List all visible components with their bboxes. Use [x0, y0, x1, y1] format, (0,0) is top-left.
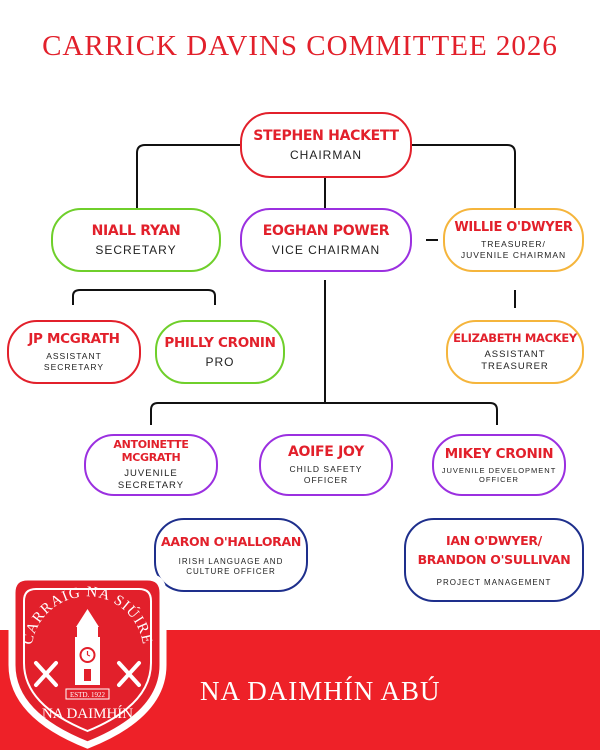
- role-line: SECRETARY: [117, 480, 185, 491]
- member-name: [418, 532, 571, 570]
- node-treasurer: [443, 208, 584, 272]
- node-irish-language: [154, 518, 308, 592]
- member-name: JP MCGRATH: [28, 331, 120, 348]
- node-pro: [155, 320, 285, 384]
- name-line: BRANDON O'SULLIVAN: [417, 552, 571, 567]
- node-juvenile-secretary: [84, 434, 218, 496]
- footer-slogan: NA DAIMHÍN ABÚ: [200, 676, 441, 706]
- crest-top-text: CARRAIG NA SIÚIRE: [19, 584, 155, 647]
- name-line: IAN O'DWYER/: [446, 533, 542, 549]
- node-asst-treasurer: [446, 320, 584, 384]
- role-line: TREASURER/: [481, 238, 546, 249]
- role-line: SECRETARY: [43, 362, 105, 372]
- member-role: [118, 468, 184, 492]
- role-line: IRISH LANGUAGE AND: [178, 556, 284, 566]
- role-line: CHILD SAFETY: [289, 464, 363, 475]
- member-role: CHAIRMAN: [289, 147, 362, 162]
- role-line: TREASURER: [481, 361, 549, 372]
- member-name: WILLIE O'DWYER: [454, 219, 573, 235]
- member-name: PHILLY CRONIN: [164, 334, 276, 351]
- connector-secretary-children: [73, 290, 215, 305]
- role-line: JUVENILE CHAIRMAN: [460, 249, 567, 260]
- club-crest: [0, 565, 175, 750]
- member-name: AOIFE JOY: [288, 444, 364, 461]
- connector-juvenile-branch: [151, 403, 497, 425]
- member-role: [461, 239, 566, 260]
- role-line: JUVENILE DEVELOPMENT: [441, 465, 557, 475]
- node-chairman: [240, 112, 412, 178]
- role-line: ASSISTANT: [46, 351, 102, 362]
- member-role: [290, 464, 363, 485]
- role-line: OFFICER: [303, 475, 349, 485]
- member-name: EOGHAN POWER: [262, 222, 390, 239]
- member-name: ELIZABETH MACKEY: [453, 331, 577, 346]
- member-role: [442, 466, 557, 485]
- member-name: NIALL RYAN: [91, 222, 181, 239]
- node-project-management: [404, 518, 584, 602]
- page-title: CARRICK DAVINS COMMITTEE 2026: [42, 30, 558, 62]
- member-name: MIKEY CRONIN: [444, 445, 554, 462]
- node-juvenile-development: [432, 434, 566, 496]
- crest-bottom-text: NA DAIMHÍN: [41, 706, 134, 722]
- member-role: VICE CHAIRMAN: [271, 242, 381, 257]
- member-role: [44, 351, 104, 372]
- crest-estd: ESTD. 1922: [70, 691, 105, 699]
- member-name: ANTOINETTE MCGRATH: [113, 438, 189, 465]
- node-asst-secretary: [7, 320, 141, 384]
- role-line: JUVENILE: [124, 468, 178, 480]
- role-line: OFFICER: [479, 475, 519, 484]
- node-secretary: [51, 208, 221, 272]
- member-role: SECRETARY: [95, 242, 177, 257]
- member-role: PROJECT MANAGEMENT: [436, 577, 552, 587]
- member-name: STEPHEN HACKETT: [253, 127, 399, 144]
- member-name: AARON O'HALLORAN: [160, 533, 302, 549]
- member-role: [481, 349, 549, 373]
- member-role: [179, 557, 284, 577]
- role-line: CULTURE OFFICER: [186, 566, 276, 576]
- connector-chairman-treasurer: [412, 145, 515, 208]
- connector-chairman-secretary: [137, 145, 240, 208]
- node-vice-chairman: [240, 208, 412, 272]
- role-line: ASSISTANT: [484, 349, 546, 361]
- member-role: PRO: [205, 354, 235, 369]
- node-child-safety: [259, 434, 393, 496]
